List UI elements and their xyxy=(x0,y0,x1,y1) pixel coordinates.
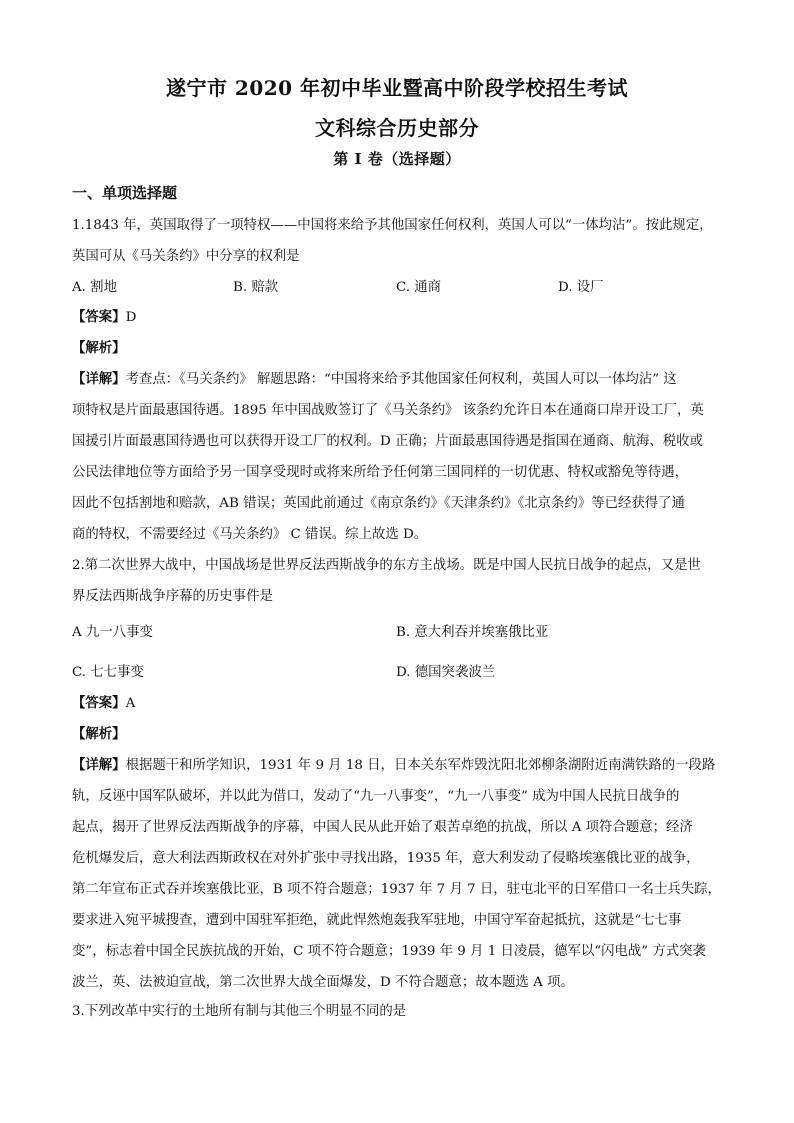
question-2-analysis-label xyxy=(72,723,126,742)
question-2-option-c: C. 七七事变 xyxy=(72,665,144,680)
question-1-option-c: C. 通商 xyxy=(396,280,442,295)
detail-line: 公民法律地位等方面给予另一国享受现时或将来所给予任何第三国同样的一切优惠、特权或豁免等待遇， xyxy=(72,465,688,480)
detail-line: 波兰，英、法被迫宣战，第二次世界大战全面爆发，D 不符合题意；故本题选 A 项。 xyxy=(72,975,574,990)
question-1-option-b: B. 赔款 xyxy=(233,280,279,295)
detail-line: 要求进入宛平城搜查，遭到中国驻军拒绝，就此悍然炮轰我军驻地，中国守军奋起抵抗，这就是“七七事 xyxy=(72,913,682,928)
question-1-detail xyxy=(72,364,726,550)
detail-line: 国援引片面最惠国待遇也可以获得开设工厂的权利。D 正确；片面最惠国待遇是指国在通商、航海、税收或 xyxy=(72,434,703,449)
analysis-label: 【解析】 xyxy=(72,726,126,742)
answer-value: D xyxy=(125,310,137,325)
detail-text: 考查点：《马关条约》 解题思路：“中国将来给予其他国家任何权利，英国人可以一体均沾” 这 xyxy=(125,372,677,387)
section-heading: 一、单项选择题 xyxy=(72,184,178,202)
question-2-stem xyxy=(72,550,726,612)
question-1-stem-line: 1.1843 年，英国取得了一项特权——中国将来给予其他国家任何权利，英国人可以“一体均沾”。按此规定， xyxy=(72,218,713,233)
detail-label: 【详解】 xyxy=(72,757,126,773)
detail-text: 根据题干和所学知识，1931 年 9 月 18 日，日本关东军炸毁沈阳北郊柳条湖附近南满铁路的一段路 xyxy=(125,758,716,773)
detail-line: 商的特权，不需要经过《马关条约》 C 错误。综上故选 D。 xyxy=(72,527,428,542)
question-2-detail xyxy=(72,750,726,998)
exam-subtitle: 文科综合历史部分 xyxy=(315,116,479,140)
question-2-option-b: B. 意大利吞并埃塞俄比亚 xyxy=(396,625,549,640)
question-1-option-d: D. 设厂 xyxy=(558,280,604,295)
detail-line: 危机爆发后，意大利法西斯政权在对外扩张中寻找出路，1935 年，意大利发动了侵略埃塞俄比亚的战争， xyxy=(72,851,700,866)
detail-line: 变”，标志着中国全民族抗战的开始，C 项不符合题意；1939 年 9 月 1 日凌晨，德军以“闪电战” 方式突袭 xyxy=(72,944,706,959)
detail-line: 项特权是片面最惠国待遇。1895 年中国战败签订了《马关条约》 该条约允许日本在通商口岸开设工厂，英 xyxy=(72,403,704,418)
detail-line: 因此不包括割地和赔款，AB 错误；英国此前通过《南京条约》《天津条约》《北京条约》等已经获得了通 xyxy=(72,496,685,511)
answer-value: A xyxy=(125,696,136,711)
question-1-option-a: A. 割地 xyxy=(72,280,117,295)
question-2-stem-line: 界反法西斯战争序幕的历史事件是 xyxy=(72,589,273,604)
question-2-option-a: A 九一八事变 xyxy=(72,625,153,640)
answer-label: 【答案】 xyxy=(72,695,126,711)
detail-label: 【详解】 xyxy=(72,371,126,387)
question-1-analysis-label xyxy=(72,337,126,356)
detail-line: 轨，反诬中国军队破坏，并以此为借口，发动了“九一八事变”，“九一八事变” 成为中国人民抗日战争的 xyxy=(72,789,680,804)
analysis-label: 【解析】 xyxy=(72,340,126,356)
detail-line xyxy=(72,364,726,395)
question-1-stem xyxy=(72,210,726,272)
question-2-option-d: D. 德国突袭波兰 xyxy=(396,665,496,680)
question-2-stem-line: 2.第二次世界大战中，中国战场是世界反法西斯战争的东方主战场。既是中国人民抗日战争的起点，又是世 xyxy=(72,558,701,573)
question-3-stem xyxy=(72,996,726,1027)
question-3-stem-line: 3.下列改革中实行的土地所有制与其他三个明显不同的是 xyxy=(72,1004,407,1019)
detail-line xyxy=(72,750,726,781)
exam-title: 遂宁市 2020 年初中毕业暨高中阶段学校招生考试 xyxy=(165,76,629,100)
detail-line: 第二年宣布正式吞并埃塞俄比亚，B 项不符合题意；1937 年 7 月 7 日，驻屯北平的日军借口一名士兵失踪， xyxy=(72,882,721,897)
question-2-answer xyxy=(72,692,135,711)
question-1-answer xyxy=(72,306,136,325)
answer-label: 【答案】 xyxy=(72,309,126,325)
question-1-stem-line: 英国可从《马关条约》中分享的权利是 xyxy=(72,249,300,264)
volume-heading: 第 I 卷（选择题） xyxy=(333,150,461,168)
detail-line: 起点，揭开了世界反法西斯战争的序幕，中国人民从此开始了艰苦卓绝的抗战，所以 A 项符合题意；经济 xyxy=(72,820,693,835)
